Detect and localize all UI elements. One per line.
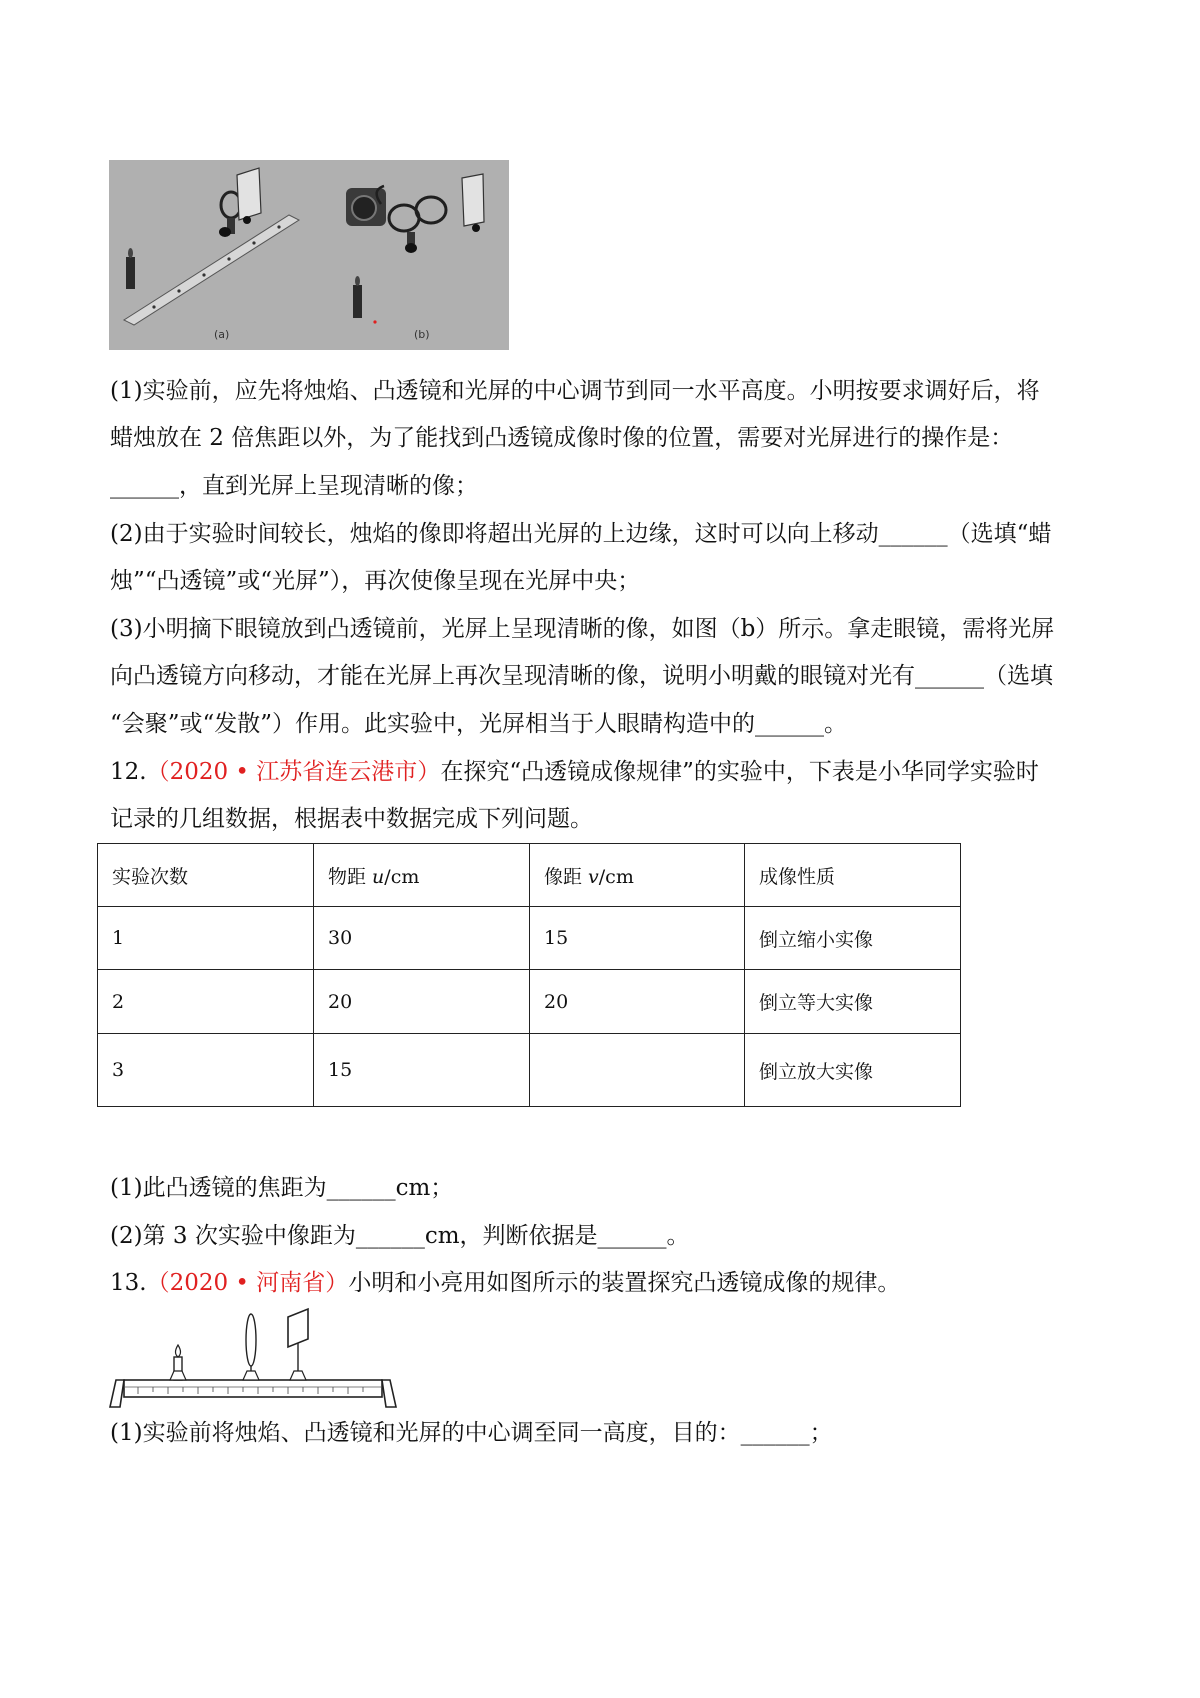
- q13-number: 13.: [110, 1270, 147, 1296]
- table-cell: 20: [530, 970, 745, 1034]
- table-row: [98, 1034, 961, 1107]
- q11-part2-line1: (2)由于实验时间较长，烛焰的像即将超出光屏的上边缘，这时可以向上移动______（选填“蜡: [110, 521, 1052, 547]
- q11-part3-line1: (3)小明摘下眼镜放到凸透镜前，光屏上呈现清晰的像，如图（b）所示。拿走眼镜，需将光屏: [110, 616, 1055, 642]
- table-cell: 2: [98, 970, 314, 1034]
- table-row: [98, 907, 961, 970]
- data-table: [97, 843, 961, 1107]
- table-cell: 15: [314, 1034, 530, 1107]
- table-cell: 3: [98, 1034, 314, 1107]
- header-object-distance: 物距 u/cm: [314, 844, 530, 907]
- q12-number: 12.: [110, 759, 147, 785]
- q11-part2-line2: 烛”“凸透镜”或“光屏”），再次使像呈现在光屏中央；: [110, 568, 641, 594]
- table-cell: 15: [530, 907, 745, 970]
- q12-source: （2020 • 江苏省连云港市）: [146, 759, 441, 785]
- q11-part3-line2: 向凸透镜方向移动，才能在光屏上再次呈现清晰的像，说明小明戴的眼镜对光有______（选填: [110, 663, 1053, 689]
- figure-label-b: (b): [414, 328, 430, 341]
- header-trial-number: 实验次数: [98, 844, 314, 907]
- table-cell: 倒立放大实像: [745, 1034, 961, 1107]
- q12-sub1: (1)此凸透镜的焦距为______cm；: [110, 1175, 454, 1201]
- q11-part1-line2: 蜡烛放在 2 倍焦距以外，为了能找到凸透镜成像时像的位置，需要对光屏进行的操作是：: [110, 425, 1014, 451]
- q13-sub1: (1)实验前将烛焰、凸透镜和光屏的中心调至同一高度，目的：______；: [110, 1420, 833, 1446]
- header-image-nature: 成像性质: [745, 844, 961, 907]
- q12-sub2: (2)第 3 次实验中像距为______cm，判断依据是______。: [110, 1223, 690, 1249]
- q13-stem: [110, 1268, 900, 1298]
- table-row: [98, 970, 961, 1034]
- table-cell: 1: [98, 907, 314, 970]
- q12-stem-line2: 记录的几组数据，根据表中数据完成下列问题。: [110, 806, 593, 832]
- table-cell: 20: [314, 970, 530, 1034]
- q12-stem-line1: [110, 757, 1039, 787]
- table-header-row: [98, 844, 961, 907]
- figure-label-a: (a): [214, 328, 230, 341]
- optical-bench-photo: [109, 160, 509, 350]
- table-cell: 30: [314, 907, 530, 970]
- header-image-distance: 像距 v/cm: [530, 844, 745, 907]
- table-cell: 倒立等大实像: [745, 970, 961, 1034]
- table-cell: 倒立缩小实像: [745, 907, 961, 970]
- optical-bench-diagram: [108, 1297, 398, 1417]
- q11-part1-line3: ______，直到光屏上呈现清晰的像；: [110, 473, 478, 499]
- q12-stem-text: 在探究“凸透镜成像规律”的实验中，下表是小华同学实验时: [440, 759, 1039, 785]
- q11-part1-line1: (1)实验前，应先将烛焰、凸透镜和光屏的中心调节到同一水平高度。小明按要求调好后，将: [110, 378, 1040, 404]
- q13-stem-text: 小明和小亮用如图所示的装置探究凸透镜成像的规律。: [348, 1270, 901, 1296]
- table-cell: [530, 1034, 745, 1107]
- q11-part3-line3: “会聚”或“发散”）作用。此实验中，光屏相当于人眼睛构造中的______。: [110, 711, 848, 737]
- q13-source: （2020 • 河南省）: [146, 1270, 349, 1296]
